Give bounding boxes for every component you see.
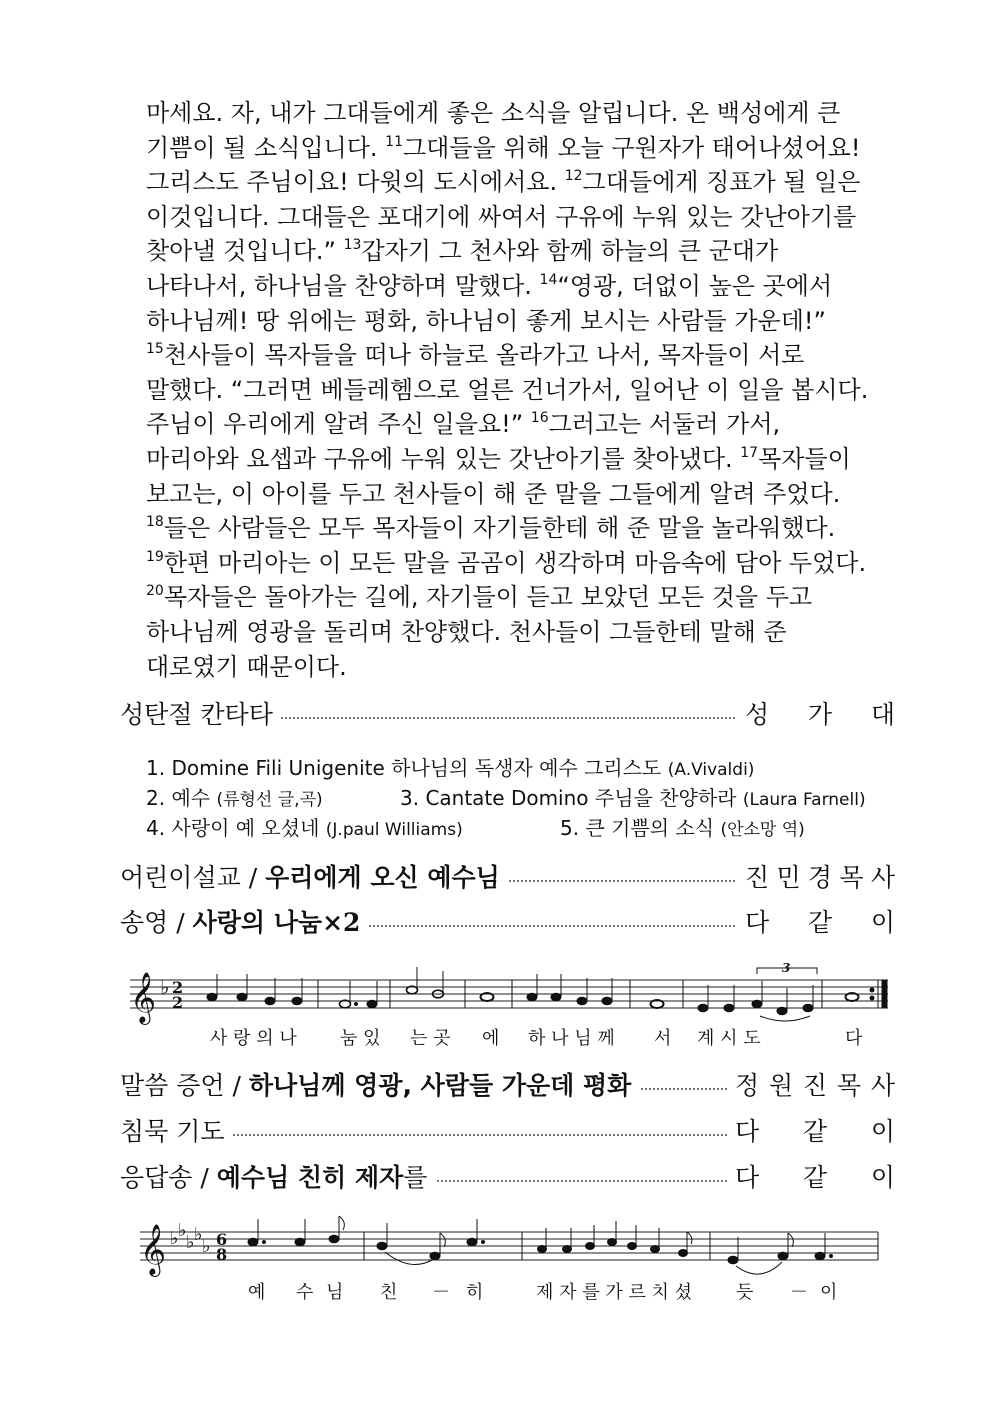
- verse-number: 12: [564, 168, 583, 185]
- scripture-text: 찾아낼 것입니다.”: [146, 237, 344, 266]
- doxology-lyric-6: 서: [654, 1028, 672, 1049]
- doxology-lyric-2: 눔 있: [340, 1028, 381, 1049]
- scripture-line: [146, 338, 876, 373]
- verse-number: 17: [740, 444, 759, 461]
- scripture-line: [146, 304, 876, 339]
- children-sermon-title: 우리에게 오신 예수님: [265, 863, 500, 892]
- scripture-text: 기쁨이 될 소식입니다.: [146, 133, 386, 162]
- svg-text:♭: ♭: [202, 1236, 211, 1257]
- time-signature-bottom: 8: [216, 1245, 228, 1264]
- cantata-piece-2: 2. 예수 (류형선 글,곡): [146, 786, 323, 810]
- silent-prayer-performer: 다 같 이: [727, 1112, 895, 1152]
- scripture-text: 한편 마리아는 이 모든 말을 곰곰이 생각하며 마음속에 담아 두었다.: [163, 548, 867, 577]
- scripture-text: 그리스도 주님이요! 다윗의 도시에서요.: [146, 168, 565, 197]
- silent-prayer-label: 침묵 기도: [120, 1112, 233, 1152]
- scripture-line: [146, 442, 876, 477]
- treble-clef-icon: 𝄞: [130, 972, 157, 1023]
- cantata-piece-5: 5. 큰 기쁨의 소식 (안소망 역): [560, 816, 805, 840]
- scripture-line: [146, 650, 876, 685]
- doxology-row: [120, 903, 895, 943]
- scripture-line: [146, 234, 876, 269]
- doxology-lyric-4: 에: [482, 1028, 500, 1049]
- response-lyric-8: 듯: [736, 1282, 754, 1303]
- scripture-line: [146, 477, 876, 512]
- scripture-text: 하나님께 영광을 돌리며 찬양했다. 천사들이 그들한테 말해 준: [146, 617, 787, 646]
- scripture-text: 그대들에게 징표가 될 일은: [582, 168, 861, 197]
- svg-text:♭: ♭: [170, 1228, 179, 1249]
- scripture-text: 대로였기 때문이다.: [146, 652, 347, 681]
- cantata-performer: 성 가 대: [737, 695, 895, 735]
- scripture-text: 마리아와 요셉과 구유에 누워 있는 갓난아기를 찾아냈다.: [146, 444, 741, 473]
- scripture-text: 보고는, 이 아이를 두고 천사들이 해 준 말을 그들에게 알려 주었다.: [146, 479, 841, 508]
- scripture-line: [146, 200, 876, 235]
- scripture-text: 그러고는 서둘러 가서,: [548, 410, 781, 439]
- svg-text:♭: ♭: [194, 1224, 203, 1245]
- scripture-text: “영광, 더없이 높은 곳에서: [557, 271, 833, 300]
- scripture-text: 하나님께! 땅 위에는 평화, 하나님이 좋게 보시는 사람들 가운데!”: [146, 306, 826, 335]
- response-lyric-5: －: [432, 1282, 450, 1303]
- scripture-text: 주님이 우리에게 알려 주신 일을요!”: [146, 410, 531, 439]
- children-sermon-row: [120, 858, 895, 898]
- children-sermon-heading: 어린이설교 / 우리에게 오신 예수님: [120, 858, 508, 898]
- doxology-title: 사랑의 나눔×2: [192, 908, 361, 937]
- doxology-heading: 송영 / 사랑의 나눔×2: [120, 903, 368, 943]
- response-lyric-6: 히: [466, 1282, 484, 1303]
- verse-number: 18: [146, 514, 164, 531]
- verse-number: 16: [530, 410, 549, 427]
- response-performer: 다 같 이: [727, 1158, 895, 1198]
- response-lyric-3: 님: [326, 1282, 344, 1303]
- scripture-text: 목자들은 돌아가는 길에, 자기들이 듣고 보았던 모든 것을 두고: [163, 583, 813, 612]
- scripture-text: 말했다. “그러면 베들레헴으로 얼른 건너가서, 일어난 이 일을 봅시다.: [146, 375, 869, 404]
- scripture-passage: [146, 96, 876, 684]
- scripture-line: [146, 96, 876, 131]
- sermon-title: 하나님께 영광, 사람들 가운데 평화: [248, 1071, 632, 1100]
- cantata-row: [120, 695, 895, 735]
- scripture-text: 그대들을 위해 오늘 구원자가 태어나셨어요!: [403, 133, 861, 162]
- verse-number: 15: [146, 341, 164, 358]
- silent-prayer-row: [120, 1112, 895, 1152]
- response-heading: 응답송 / 예수님 친히 제자를: [120, 1158, 435, 1198]
- scripture-line: [146, 165, 876, 200]
- treble-clef-icon: 𝄞: [140, 1224, 167, 1275]
- verse-number: 13: [343, 237, 362, 254]
- flat-icon: ♭: [160, 975, 170, 999]
- scripture-line: [146, 511, 876, 546]
- time-signature-top: 6: [216, 1230, 228, 1249]
- response-title: 예수님 친히 제자: [216, 1163, 404, 1192]
- scripture-text: 갑자기 그 천사와 함께 하늘의 큰 군대가: [361, 237, 779, 266]
- response-lyric-1: 예: [248, 1282, 266, 1303]
- children-sermon-speaker: 진 민 경 목 사: [737, 858, 895, 898]
- verse-number: 11: [385, 133, 403, 150]
- scripture-line: [146, 373, 876, 408]
- scripture-line: [146, 580, 876, 615]
- scripture-line: [146, 546, 876, 581]
- triplet-mark: 3: [782, 961, 791, 975]
- scripture-line: [146, 407, 876, 442]
- svg-text:♭: ♭: [178, 1220, 187, 1241]
- response-score: [130, 1212, 890, 1292]
- sermon-speaker: 정 원 진 목 사: [727, 1066, 895, 1106]
- time-signature-bottom: 2: [172, 993, 184, 1012]
- response-lyric-2: 수: [296, 1282, 314, 1303]
- scripture-line: [146, 615, 876, 650]
- doxology-lyric-1: 사 랑 의 나: [210, 1028, 297, 1049]
- cantata-piece-3: 3. Cantate Domino 주님을 찬양하라 (Laura Farnell): [400, 786, 866, 810]
- response-lyric-10: 이: [820, 1282, 838, 1303]
- doxology-performer: 다 같 이: [737, 903, 895, 943]
- scripture-line: [146, 269, 876, 304]
- doxology-lyric-3: 는 곳: [410, 1028, 451, 1049]
- cantata-piece-1: 1. Domine Fili Unigenite 하나님의 독생자 예수 그리스도 (A.Vivaldi): [146, 756, 755, 780]
- doxology-lyric-8: 다: [845, 1028, 863, 1049]
- doxology-lyric-5: 하 나 님 께: [528, 1028, 615, 1049]
- time-signature-top: 2: [172, 978, 184, 997]
- verse-number: 19: [146, 548, 164, 565]
- scripture-line: [146, 131, 876, 166]
- sermon-heading: 말씀 증언 / 하나님께 영광, 사람들 가운데 평화: [120, 1066, 639, 1106]
- scripture-text: 마세요. 자, 내가 그대들에게 좋은 소식을 알립니다. 온 백성에게 큰: [146, 99, 841, 127]
- cantata-piece-4: 4. 사랑이 예 오셨네 (J.paul Williams): [146, 816, 463, 840]
- scripture-text: 이것입니다. 그대들은 포대기에 싸여서 구유에 누워 있는 갓난아기를: [146, 202, 857, 231]
- doxology-lyric-7: 계 시 도: [697, 1028, 761, 1049]
- cantata-title: 성탄절 칸타타: [120, 695, 281, 735]
- sermon-row: [120, 1066, 895, 1106]
- verse-number: 20: [146, 583, 164, 600]
- scripture-text: 들은 사람들은 모두 목자들이 자기들한테 해 준 말을 놀라워했다.: [163, 514, 836, 543]
- key-flats-icon: [170, 1220, 211, 1257]
- scripture-text: 목자들이: [758, 444, 851, 473]
- scripture-text: 나타나서, 하나님을 찬양하며 말했다.: [146, 271, 540, 300]
- scripture-text: 천사들이 목자들을 떠나 하늘로 올라가고 나서, 목자들이 서로: [163, 341, 805, 370]
- svg-text:♭: ♭: [186, 1232, 195, 1253]
- response-lyric-9: －: [790, 1282, 808, 1303]
- verse-number: 14: [539, 271, 558, 288]
- response-lyric-4: 친: [380, 1282, 398, 1303]
- response-lyric-7: 제 자 를 가 르 치 셨: [536, 1282, 693, 1303]
- response-row: [120, 1158, 895, 1198]
